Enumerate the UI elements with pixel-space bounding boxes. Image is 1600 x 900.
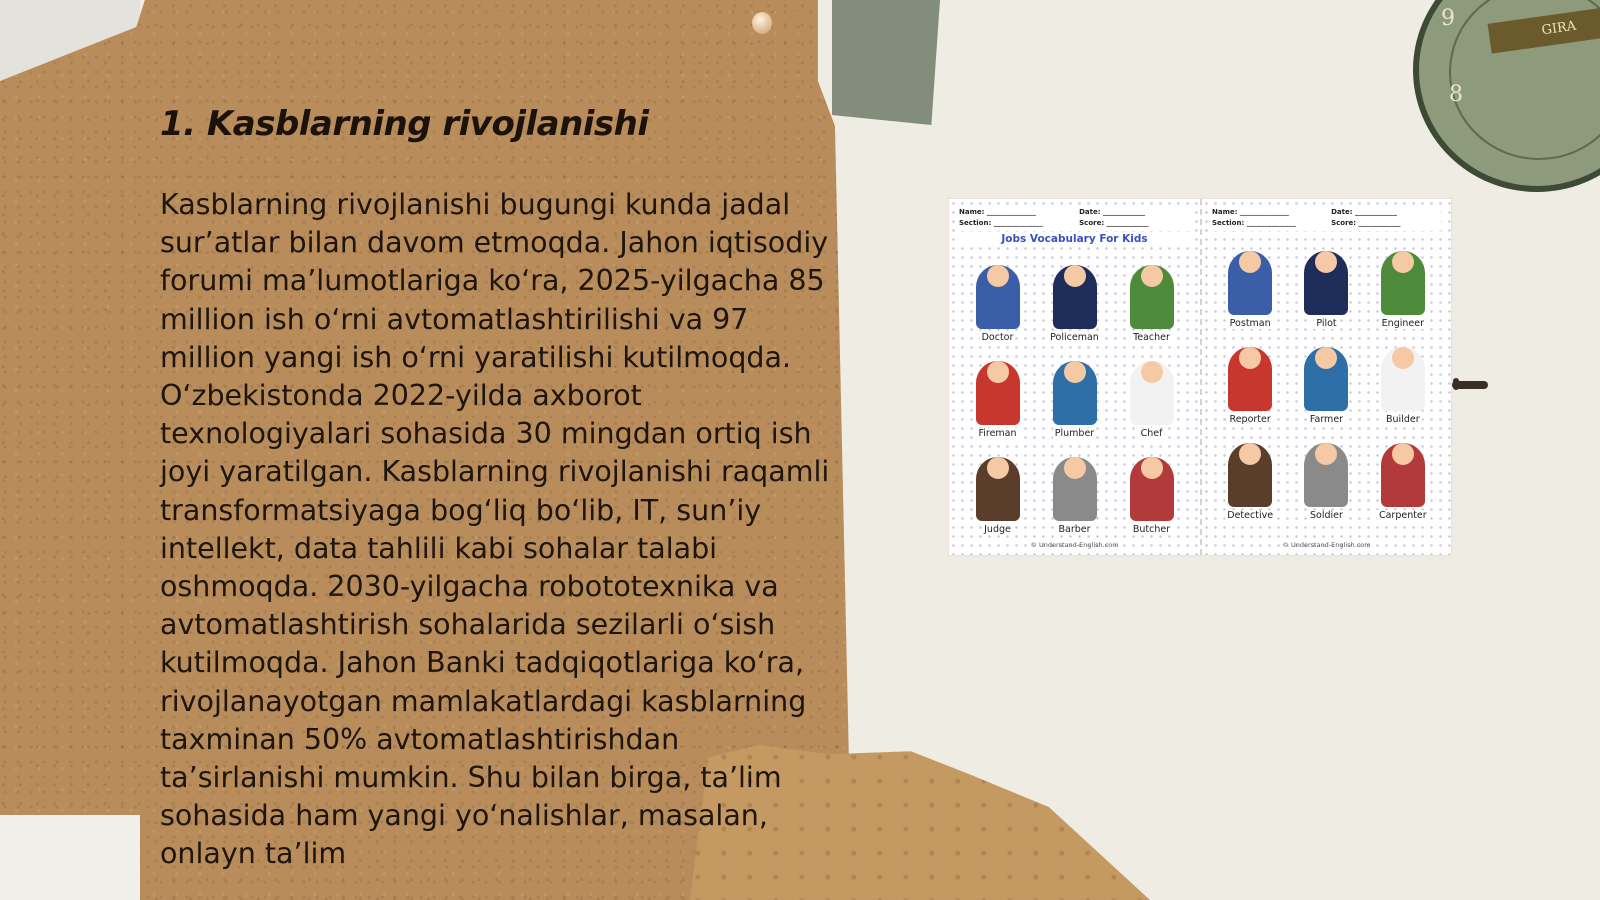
job-card [1288,427,1364,521]
job-illustration [1130,265,1174,329]
score-label: Score: [1331,219,1357,227]
job-illustration [1130,457,1174,521]
job-grid-left [959,249,1190,535]
job-card [1212,331,1288,425]
decor-dash [1452,381,1488,389]
clock-band-text: GIRA [1488,4,1600,53]
worksheet-footer: © Understand-English.com [1282,541,1371,549]
job-illustration [1228,443,1272,507]
job-illustration [1381,443,1425,507]
job-card [1288,331,1364,425]
job-illustration [1381,347,1425,411]
job-label: Teacher [1133,332,1170,343]
worksheet-page-right [1200,199,1451,555]
job-label: Reporter [1229,414,1271,425]
job-illustration [976,265,1020,329]
job-card [959,249,1036,343]
job-card [1288,235,1364,329]
section-label: Section: [1212,219,1245,227]
job-card [1036,345,1113,439]
job-label: Carpenter [1378,510,1427,521]
job-illustration [1228,347,1272,411]
washi-tape [832,0,940,125]
job-label: Chef [1140,428,1163,439]
worksheet-page-left [949,199,1200,555]
job-card [1365,235,1441,329]
job-illustration [1053,361,1097,425]
job-label: Barber [1058,524,1091,535]
job-card [1365,427,1441,521]
job-label: Soldier [1310,510,1343,521]
score-label: Score: [1079,219,1105,227]
job-illustration [1130,361,1174,425]
job-grid-right [1212,235,1441,521]
job-label: Doctor [981,332,1014,343]
name-label: Name: [959,208,985,216]
job-illustration [1228,251,1272,315]
paper-corner [0,815,140,900]
jobs-worksheet-image [949,199,1451,555]
slide-heading: 1. Kasblarning rivojlanishi [160,104,649,144]
job-illustration [1053,265,1097,329]
job-label: Postman [1229,318,1271,329]
job-label: Butcher [1132,524,1171,535]
name-label: Name: [1212,208,1238,216]
vintage-clock-image [1413,0,1600,192]
job-illustration [1304,347,1348,411]
worksheet-header: Name: ______________ Section: ______________ Date: ____________ Score: ____________ [959,207,1190,231]
worksheet-title: Jobs Vocabulary For Kids [959,233,1190,245]
clock-numeral: 9 [1441,6,1455,31]
job-card [1036,249,1113,343]
job-label: Builder [1386,414,1420,425]
job-label: Pilot [1316,318,1337,329]
job-label: Plumber [1054,428,1095,439]
job-label: Engineer [1381,318,1424,329]
job-card [1036,441,1113,535]
job-illustration [976,361,1020,425]
slide-body-text: Kasblarning rivojlanishi bugungi kunda jadal sur’atlar bilan davom etmoqda. Jahon iqtisodiy forumi ma’lumotlariga ko‘ra, 2025-yilgacha 85 million ish o‘rni avtomatlashtirilishi va 97 million yangi ish o‘rni yaratilishi kutilmoqda. O‘zbekistonda 2022-yilda axborot texnologiyalari sohasida 30 mingdan ortiq ish joyi yaratilgan. Kasblarning rivojlanishi raqamli transformatsiyaga bog‘liq bo‘lib, IT, sun’iy intellekt, data tahlili kabi sohalar talabi oshmoqda. 2030-yilgacha robototexnika va avtomatlashtirish sohalarida sezilarli o‘sish kutilmoqda. Jahon Banki tadqiqotlariga ko‘ra, rivojlanayotgan mamlakatlardagi kasblarning taxminan 50% avtomatlashtirishdan ta’sirlanishi mumkin. Shu bilan birga, ta’lim sohasida ham yangi yo‘nalishlar, masalan, onlayn ta’lim [160,188,830,871]
job-card [1113,249,1190,343]
date-label: Date: [1331,208,1353,216]
job-label: Policeman [1050,332,1099,343]
job-card [1113,345,1190,439]
job-illustration [1304,251,1348,315]
job-illustration [1304,443,1348,507]
job-card [1365,331,1441,425]
job-card [959,441,1036,535]
section-label: Section: [959,219,992,227]
worksheet-footer: © Understand-English.com [1030,541,1119,549]
job-card [1212,427,1288,521]
job-illustration [1381,251,1425,315]
job-label: Detective [1227,510,1274,521]
job-illustration [976,457,1020,521]
job-illustration [1053,457,1097,521]
worksheet-header: Name: ______________ Section: ______________ Date: ____________ Score: ____________ [1212,207,1441,231]
job-card [1212,235,1288,329]
job-card [1113,441,1190,535]
job-label: Fireman [978,428,1017,439]
job-card [959,345,1036,439]
clock-numeral: 8 [1449,82,1463,107]
pushpin-icon [752,12,772,34]
job-label: Farmer [1309,414,1344,425]
job-label: Judge [984,524,1011,535]
date-label: Date: [1079,208,1101,216]
